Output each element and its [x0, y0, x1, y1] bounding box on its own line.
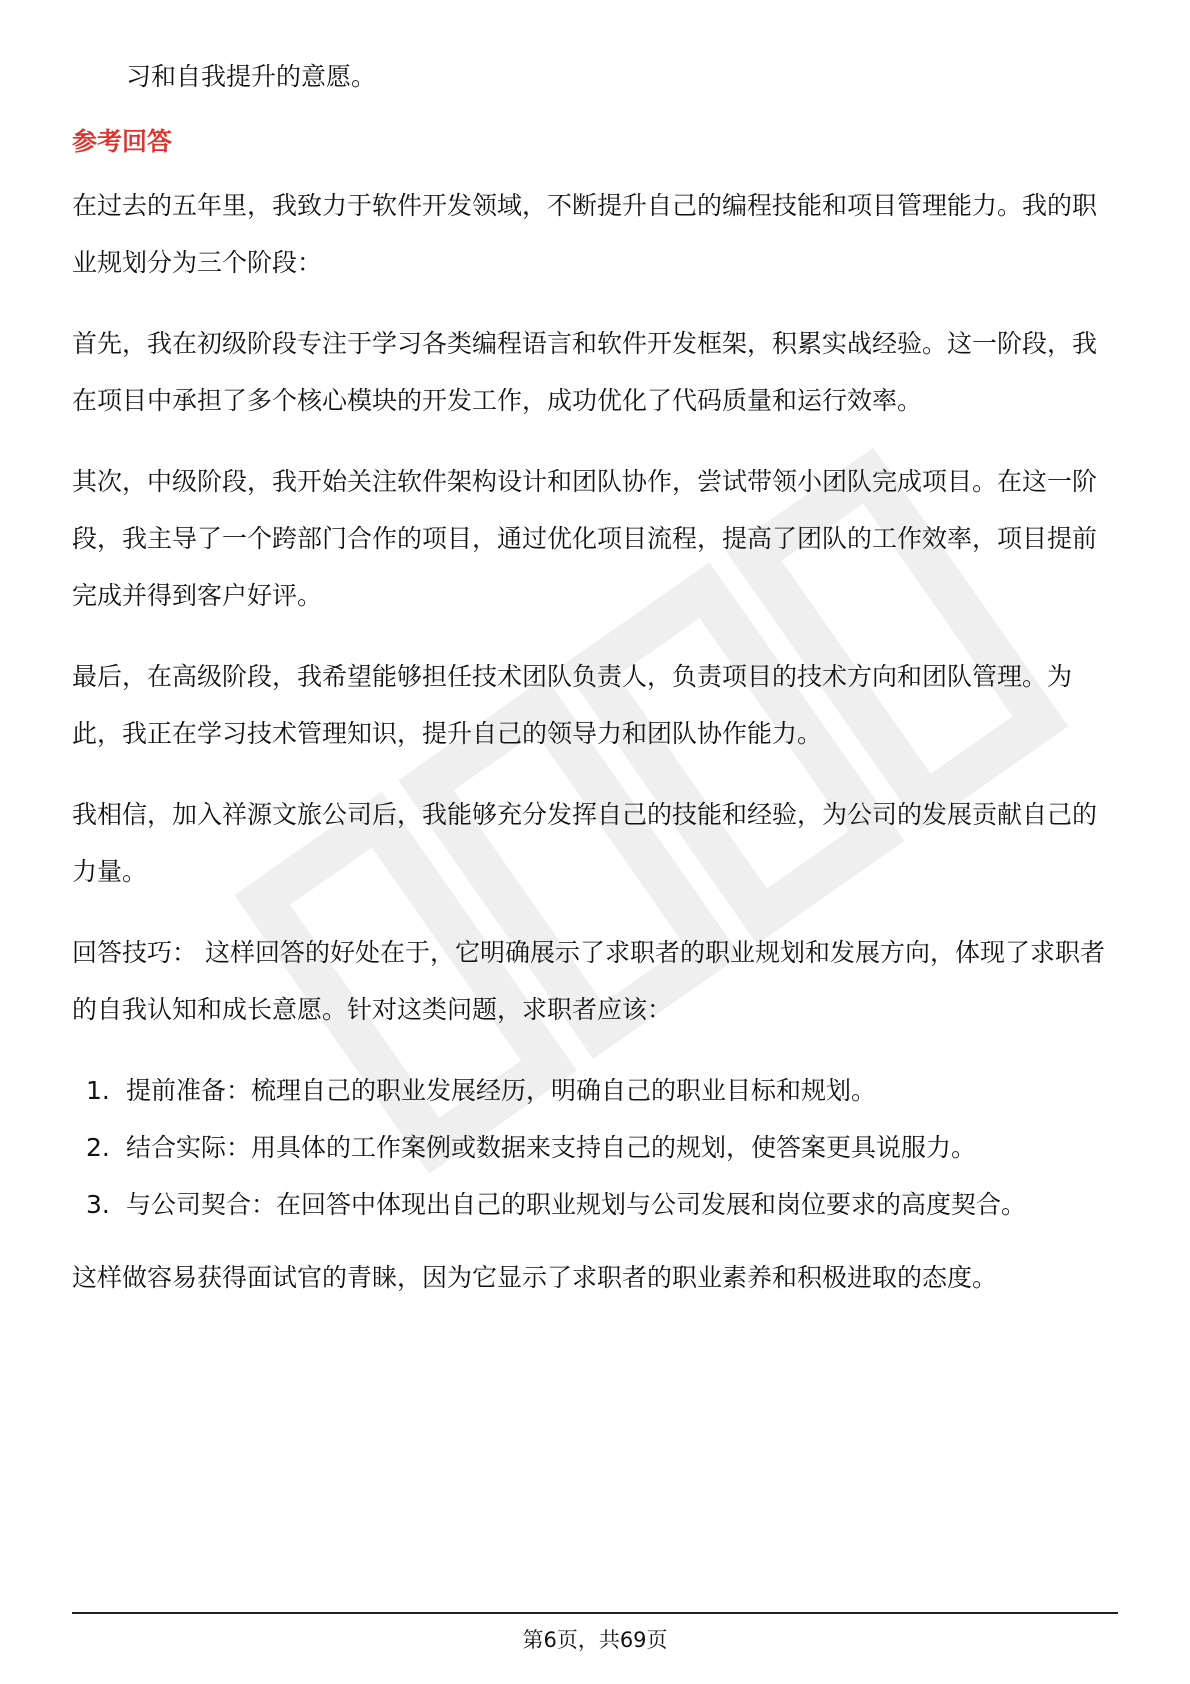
tips-list: [72, 1062, 1118, 1233]
list-number: 3.: [86, 1190, 110, 1219]
list-text: 提前准备：梳理自己的职业发展经历，明确自己的职业目标和规划。: [126, 1076, 877, 1105]
list-item: [72, 1062, 1118, 1119]
paragraph-overview: 在过去的五年里，我致力于软件开发领域，不断提升自己的编程技能和项目管理能力。我的职业规划分为三个阶段：: [72, 191, 1098, 277]
continued-text: 习和自我提升的意愿。: [126, 62, 377, 91]
footer-divider: [72, 1612, 1118, 1614]
paragraph-stage-1: 首先，我在初级阶段专注于学习各类编程语言和软件开发框架，积累实战经验。这一阶段，我在项目中承担了多个核心模块的开发工作，成功优化了代码质量和运行效率。: [72, 329, 1098, 415]
paragraph-stage-3: 最后，在高级阶段，我希望能够担任技术团队负责人，负责项目的技术方向和团队管理。为此，我正在学习技术管理知识，提升自己的领导力和团队协作能力。: [72, 662, 1073, 748]
section-heading: 参考回答: [72, 127, 173, 156]
list-number: 1.: [86, 1076, 110, 1105]
list-text: 与公司契合：在回答中体现出自己的职业规划与公司发展和岗位要求的高度契合。: [126, 1190, 1027, 1219]
page-number: 第6页，共69页: [522, 1628, 668, 1652]
paragraph-tips-intro: 回答技巧： 这样回答的好处在于，它明确展示了求职者的职业规划和发展方向，体现了求职者的自我认知和成长意愿。针对这类问题，求职者应该：: [72, 938, 1105, 1024]
paragraph-company: 我相信，加入祥源文旅公司后，我能够充分发挥自己的技能和经验，为公司的发展贡献自己的力量。: [72, 800, 1098, 886]
list-item: [72, 1176, 1118, 1233]
paragraph-stage-2: 其次，中级阶段，我开始关注软件架构设计和团队协作，尝试带领小团队完成项目。在这一阶段，我主导了一个跨部门合作的项目，通过优化项目流程，提高了团队的工作效率，项目提前完成并得到客户好评。: [72, 467, 1098, 610]
list-item: [72, 1119, 1118, 1176]
list-text: 结合实际：用具体的工作案例或数据来支持自己的规划，使答案更具说服力。: [126, 1133, 977, 1162]
list-number: 2.: [86, 1133, 110, 1162]
document-body: [72, 48, 1118, 1330]
paragraph-closing: 这样做容易获得面试官的青睐，因为它显示了求职者的职业素养和积极进取的态度。: [72, 1263, 998, 1292]
